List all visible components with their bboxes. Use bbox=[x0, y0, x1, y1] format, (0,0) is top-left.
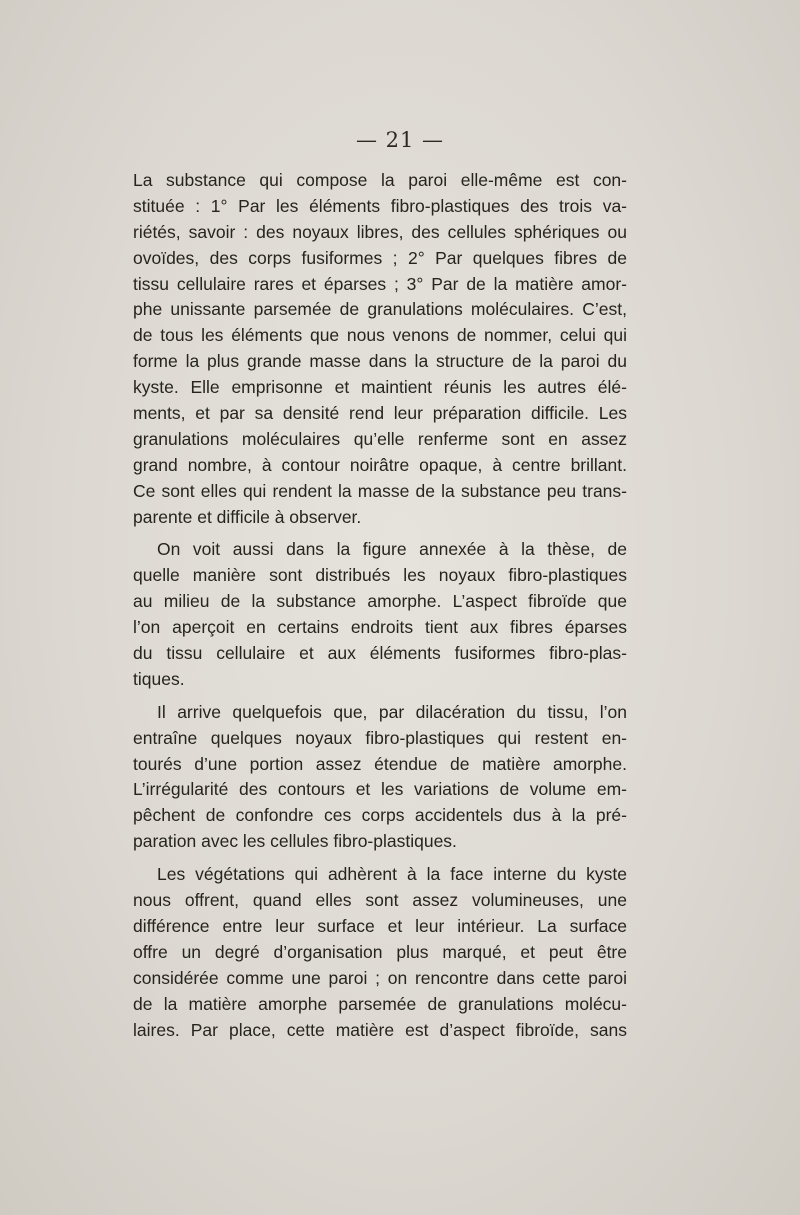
text-line: tourés d’une portion assez étendue de matière amorphe. bbox=[133, 753, 627, 774]
text-line: tissu cellulaire rares et éparses ; 3° Par de la matière amor- bbox=[133, 273, 627, 294]
body-text bbox=[133, 168, 627, 1043]
text-line: différence entre leur surface et leur intérieur. La surface bbox=[133, 915, 627, 936]
paragraph bbox=[133, 700, 627, 855]
text-line: phe unissante parsemée de granulations moléculaires. C’est, bbox=[133, 299, 627, 320]
text-line: La substance qui compose la paroi elle-même est con- bbox=[133, 170, 627, 190]
paragraph-gap bbox=[133, 855, 627, 862]
text-line: l’on aperçoit en certains endroits tient aux fibres éparses bbox=[133, 617, 627, 638]
paragraph-gap bbox=[133, 693, 627, 700]
text-line: riétés, savoir : des noyaux libres, des cellules sphériques ou bbox=[133, 221, 627, 242]
text-line: laires. Par place, cette matière est d’aspect fibroïde, sans bbox=[133, 1019, 627, 1040]
paragraph-gap bbox=[133, 530, 627, 537]
paragraph bbox=[133, 537, 627, 692]
text-line: L’irrégularité des contours et les variations de volume em- bbox=[133, 779, 627, 800]
text-line: au milieu de la substance amorphe. L’aspect fibroïde que bbox=[133, 591, 627, 612]
paragraph bbox=[133, 168, 627, 530]
text-line: quelle manière sont distribués les noyaux fibro-plastiques bbox=[133, 565, 627, 586]
text-line: du tissu cellulaire et aux éléments fusiformes fibro-plas- bbox=[133, 643, 627, 664]
text-line: grand nombre, à contour noirâtre opaque, à centre brillant. bbox=[133, 454, 627, 475]
text-line: entraîne quelques noyaux fibro-plastiques qui restent en- bbox=[133, 727, 627, 748]
text-line: stituée : 1° Par les éléments fibro-plastiques des trois va- bbox=[133, 195, 627, 216]
text-line: nous offrent, quand elles sont assez volumineuses, une bbox=[133, 890, 627, 911]
text-line: Les végétations qui adhèrent à la face interne du kyste bbox=[157, 864, 627, 885]
text-line: Ce sont elles qui rendent la masse de la substance peu trans- bbox=[133, 480, 627, 501]
text-line: On voit aussi dans la figure annexée à la thèse, de bbox=[157, 539, 627, 560]
text-line: pêchent de confondre ces corps accidentels dus à la pré- bbox=[133, 805, 627, 826]
text-line: considérée comme une paroi ; on rencontre dans cette paroi bbox=[133, 967, 627, 988]
text-line: kyste. Elle emprisonne et maintient réunis les autres élé- bbox=[133, 377, 627, 398]
text-line: ovoïdes, des corps fusiformes ; 2° Par quelques fibres de bbox=[133, 247, 627, 268]
text-line: de tous les éléments que nous venons de nommer, celui qui bbox=[133, 325, 627, 346]
text-line: granulations moléculaires qu’elle renferme sont en assez bbox=[133, 428, 627, 449]
text-line: Il arrive quelquefois que, par dilacération du tissu, l’on bbox=[157, 701, 627, 722]
page-number: — 21 — bbox=[355, 128, 445, 152]
text-line: paration avec les cellules fibro-plastiques. bbox=[133, 831, 457, 852]
text-line: de la matière amorphe parsemée de granulations molécu- bbox=[133, 993, 627, 1014]
text-line: ments, et par sa densité rend leur préparation difficile. Les bbox=[133, 403, 627, 424]
text-line: tiques. bbox=[133, 668, 185, 689]
text-line: forme la plus grande masse dans la structure de la paroi du bbox=[133, 351, 627, 372]
text-line: offre un degré d’organisation plus marqué, et peut être bbox=[133, 941, 627, 962]
text-line: parente et difficile à observer. bbox=[133, 506, 362, 527]
paragraph bbox=[133, 862, 627, 1043]
